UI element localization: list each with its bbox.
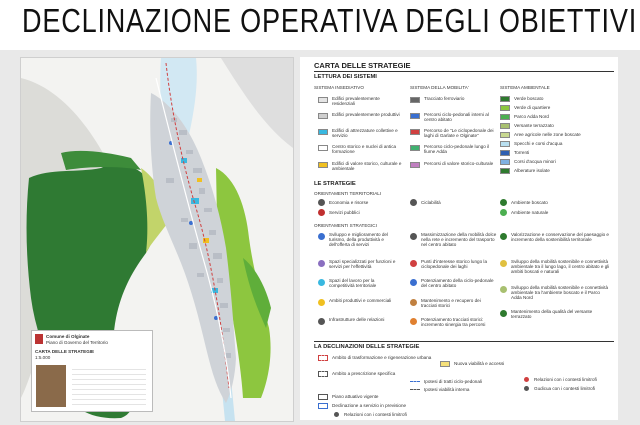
strategy-label: Punti d'interesse storico lungo la ciclopedonale dei laghi bbox=[421, 259, 487, 270]
relation-icon bbox=[334, 412, 339, 417]
strategy-label: Mantenimento e recupero dei tracciati storici bbox=[421, 298, 481, 309]
strategy-icon bbox=[500, 310, 507, 317]
strategy-label: Massimizzazione della mobilità dolce nella rete e incremento del trasporto nel centro abitato bbox=[421, 232, 497, 248]
environment-label: Torrenti bbox=[514, 150, 530, 155]
environment-label: Corsi d'acqua minori bbox=[514, 159, 556, 164]
territorial-label: Ambiente boscato bbox=[511, 200, 548, 205]
strategy-icon bbox=[410, 260, 417, 267]
relation-icon bbox=[524, 386, 529, 391]
mobility-swatch bbox=[410, 145, 420, 151]
strategies-title: LE STRATEGIE bbox=[314, 181, 356, 187]
declination-label: Relazioni con i contesti limitrofi bbox=[534, 377, 597, 382]
strategy-label: Infrastrutture delle relazioni bbox=[329, 317, 385, 322]
bicycle-icon bbox=[410, 199, 417, 206]
economy-icon bbox=[318, 199, 325, 206]
declination-label: Relazioni con i contesti limitrofi bbox=[344, 412, 407, 417]
strategy-label: Sviluppo della mobilità sostenibile e connettività ambientale tra l'ambiente boscato e il Parco Adda Nord bbox=[511, 285, 609, 301]
environment-label: Specchi e corsi d'acqua bbox=[514, 141, 563, 146]
territorial-label: Economia e risorse bbox=[329, 200, 369, 205]
strategic-title: ORIENTAMENTI STRATEGICI bbox=[314, 223, 377, 228]
info-scale: 1:5.000 bbox=[35, 355, 51, 360]
declination-label: Gudicua con i contesti limitrofi bbox=[534, 386, 596, 391]
territorial-label: Ciclabilità bbox=[421, 200, 441, 205]
declination-swatch bbox=[410, 381, 420, 387]
legend-divider bbox=[314, 71, 614, 72]
info-legend-lines bbox=[72, 365, 146, 407]
declination-label: Nuova viabilità e accessi bbox=[454, 361, 505, 366]
legend-panel bbox=[300, 57, 618, 420]
environment-label: Parco Adda Nord bbox=[514, 114, 549, 119]
settlement-label: Edifici prevalentemente residenziali bbox=[332, 96, 380, 107]
mobility-swatch bbox=[410, 162, 420, 168]
declinations-divider bbox=[314, 341, 614, 342]
settlement-swatch bbox=[318, 113, 328, 119]
page-title: DECLINAZIONE OPERATIVA DEGLI OBIETTIVI bbox=[22, 2, 638, 39]
mobility-label: Percorsi ciclo-pedonali interni al centro abitato bbox=[424, 112, 489, 123]
territorial-label: Ambiente naturale bbox=[511, 210, 549, 215]
strategy-label: Potenziamento tracciati storici: incremento sinergia tra percorsi bbox=[421, 317, 486, 328]
nature-icon bbox=[500, 209, 507, 216]
settlement-swatch bbox=[318, 162, 328, 168]
declination-swatch bbox=[318, 403, 328, 409]
strategy-map bbox=[20, 57, 294, 422]
strategy-label: Spazi del lavoro per la competitività territoriale bbox=[329, 278, 377, 289]
environment-swatch bbox=[500, 123, 510, 129]
settlement-label: Edifici di valore storico, culturale e ambientale bbox=[332, 161, 402, 172]
mobility-label: Percorso ciclo-pedonale lungo il fiume Adda bbox=[424, 144, 490, 155]
strategy-icon bbox=[500, 233, 507, 240]
mobility-label: Percorsi di valore storico-culturale bbox=[424, 161, 494, 166]
environment-label: Aree agricole nelle zone boscate bbox=[514, 132, 581, 137]
strategy-icon bbox=[318, 318, 325, 325]
relation-icon bbox=[524, 377, 529, 382]
declination-label: Ambito a prescrizione specifica bbox=[332, 371, 396, 376]
environment-swatch bbox=[500, 105, 510, 111]
declination-swatch bbox=[440, 361, 450, 367]
environment-label: Alberature isolate bbox=[514, 168, 550, 173]
mobility-swatch bbox=[410, 129, 420, 135]
settlement-label: Edifici di attrezzature collettive e servizio bbox=[332, 128, 398, 139]
environment-swatch bbox=[500, 168, 510, 174]
legend-title: CARTA DELLE STRATEGIE bbox=[314, 61, 411, 70]
strategy-label: Spazi specializzati per funzioni e servizi per l'effettività bbox=[329, 259, 396, 270]
declination-label: Ipotesi viabilità interna bbox=[424, 387, 470, 392]
info-section: CARTA DELLE STRATEGIE bbox=[35, 349, 95, 354]
declination-label: Piano attuativo vigente bbox=[332, 394, 379, 399]
strategy-label: Sviluppo e miglioramento del turismo, della produttività e dell'offerta di servizi bbox=[329, 232, 388, 248]
strategy-label: Sviluppo della mobilità sostenibile e connettività ambientale tra il lungo lago, il centro abitato e gli ambiti boscati e naturali bbox=[511, 259, 610, 275]
strategy-icon bbox=[410, 318, 417, 325]
settlement-swatch bbox=[318, 97, 328, 103]
declination-swatch bbox=[318, 355, 328, 361]
tower-photo bbox=[36, 365, 66, 407]
strategy-icon bbox=[410, 279, 417, 286]
declination-swatch bbox=[318, 371, 328, 377]
declination-label: Declinazione a servizio in previsione bbox=[332, 403, 407, 408]
strategy-icon bbox=[318, 260, 325, 267]
environment-swatch bbox=[500, 132, 510, 138]
strategy-label: Ambiti produttivi e commerciali bbox=[329, 298, 392, 303]
environment-label: Versante terrazzato bbox=[514, 123, 554, 128]
settlement-swatch bbox=[318, 145, 328, 151]
environment-swatch bbox=[500, 96, 510, 102]
strategy-icon bbox=[318, 279, 325, 286]
environment-label: Verde boscato bbox=[514, 96, 544, 101]
mobility-swatch bbox=[410, 113, 420, 119]
mobility-swatch bbox=[410, 97, 420, 103]
environment-swatch bbox=[500, 150, 510, 156]
strategy-icon bbox=[410, 299, 417, 306]
municipal-crest-icon bbox=[35, 334, 43, 344]
strategy-icon bbox=[318, 299, 325, 306]
environment-swatch bbox=[500, 159, 510, 165]
tree-icon bbox=[500, 199, 507, 206]
settlement-system-title: SISTEMA INSEDIATIVO bbox=[314, 85, 364, 90]
declination-swatch bbox=[318, 394, 328, 400]
declination-label: Ambito di trasformazione e rigenerazione urbana bbox=[332, 355, 432, 360]
declination-swatch bbox=[410, 389, 420, 395]
reading-title: LETTURA DEI SISTEMI bbox=[314, 74, 377, 80]
environment-swatch bbox=[500, 141, 510, 147]
info-subheading: Piano di Governo del Territorio bbox=[46, 340, 108, 345]
strategy-icon bbox=[500, 286, 507, 293]
environment-swatch bbox=[500, 114, 510, 120]
strategy-label: Mantenimento della qualità del versante terrazzato bbox=[511, 309, 593, 320]
declination-label: Ipotesi di tratti ciclo-pedonali bbox=[424, 379, 482, 384]
strategy-icon bbox=[318, 233, 325, 240]
info-heading: Comune di Olginate bbox=[46, 334, 90, 339]
settlement-label: Centro storico e nuclei di antica formazione bbox=[332, 144, 397, 155]
map-info-box bbox=[31, 330, 153, 412]
settlement-label: Edifici prevalentemente produttivi bbox=[332, 112, 400, 117]
environment-label: Verde di quartiere bbox=[514, 105, 551, 110]
mobility-label: Tracciato ferroviario bbox=[424, 96, 465, 101]
services-icon bbox=[318, 209, 325, 216]
environment-system-title: SISTEMA AMBIENTALE bbox=[500, 85, 550, 90]
mobility-label: Percorso de "Le ciclopedonale dei laghi di Garlate e Olginate" bbox=[424, 128, 494, 139]
territorial-label: Servizi pubblici bbox=[329, 210, 360, 215]
strategy-label: Valorizzazione e conservazione del paesaggio e incremento della sostenibilità territoriale bbox=[511, 232, 609, 243]
settlement-swatch bbox=[318, 129, 328, 135]
strategy-label: Potenziamento della ciclo-pedonale del centro abitato bbox=[421, 278, 494, 289]
territorial-title: ORIENTAMENTI TERRITORIALI bbox=[314, 191, 382, 196]
strategy-icon bbox=[410, 233, 417, 240]
strategy-icon bbox=[500, 260, 507, 267]
mobility-system-title: SISTEMA DELLA MOBILITA' bbox=[410, 85, 469, 90]
declinations-title: LA DECLINAZIONI DELLE STRATEGIE bbox=[314, 344, 420, 350]
